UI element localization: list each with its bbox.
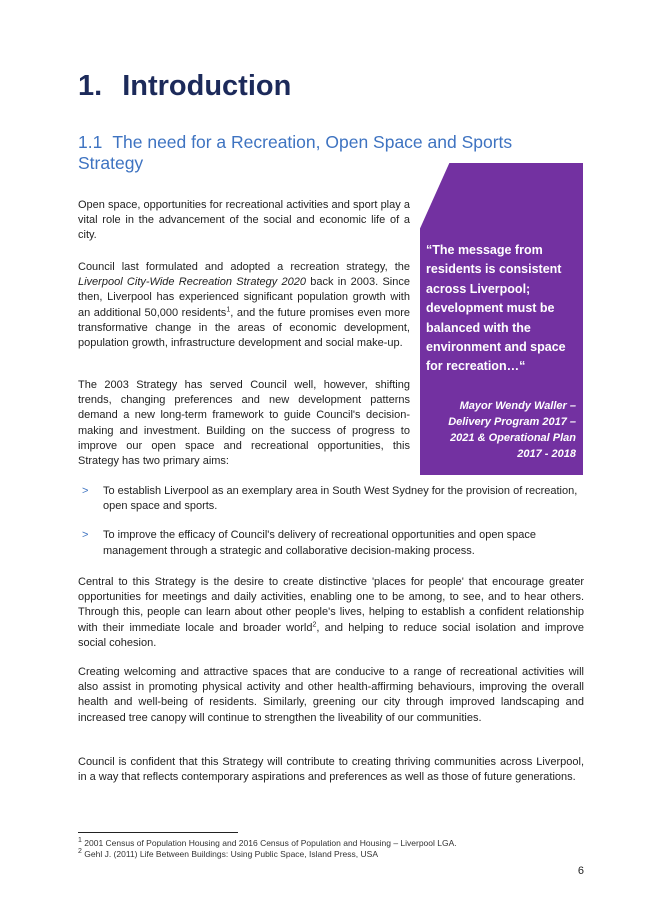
strategy-title-italic: Liverpool City-Wide Recreation Strategy 2020	[78, 276, 306, 289]
footnote-number: 2	[78, 848, 82, 856]
footnotes	[78, 838, 598, 860]
footnote-number: 1	[78, 837, 82, 845]
footnote-text: 2001 Census of Population Housing and 2016 Census of Population and Housing – Liverpool LGA.	[81, 838, 457, 848]
aim-text: To establish Liverpool as an exemplary area in South West Sydney for the provision of recreation, open space and sports.	[103, 485, 578, 513]
paragraph-welcoming-spaces: Creating welcoming and attractive spaces that are conducive to a range of recreational activities will also assist in promoting physical activity and other health-affirming behaviours, improving the overall health and well-being of residents. Similarly, greening our city through improved landscaping and increased tree canopy will continue to strengthen the liveability of our communities.	[78, 666, 584, 724]
footnote-1	[78, 838, 598, 849]
page-number: 6	[577, 865, 584, 877]
paragraph-council-confident: Council is confident that this Strategy will contribute to creating thriving communities across Liverpool, in a way that reflects contemporary aspirations and preferences as well as those of future generations.	[78, 756, 584, 784]
callout-attribution: Mayor Wendy Waller – Delivery Program 2017 – 2021 & Operational Plan 2017 - 2018	[448, 400, 576, 460]
paragraph-places-lead: Central to this Strategy is the desire to create distinctive 'places for people' that encourage greater opportunities for meetings and daily activities, enabling one to be among, to see, and to hear others. Through this, people can learn about other people's lives, helping to establish a confident relationship with their immediate locale and broader world	[78, 576, 584, 634]
footnote-2	[78, 849, 598, 860]
list-item	[82, 528, 584, 558]
heading-text: Introduction	[122, 70, 292, 102]
chevron-right-icon: >	[82, 485, 89, 497]
paragraph-previous-strategy	[78, 260, 410, 351]
footnote-ref-1: 1	[226, 305, 231, 313]
list-item	[82, 484, 584, 514]
chevron-right-icon: >	[82, 529, 89, 542]
paragraph-places-for-people	[78, 575, 584, 651]
aims-list	[82, 484, 584, 559]
footnote-ref-2: 2	[312, 620, 317, 628]
heading-number: 1.	[78, 70, 103, 102]
paragraph-previous-strategy-lead: Council last formulated and adopted a recreation strategy, the	[78, 261, 410, 273]
footnote-divider	[78, 832, 238, 833]
paragraph-open-space: Open space, opportunities for recreational activities and sport play a vital role in the advancement of the social and economic life of a city.	[78, 199, 410, 242]
paragraph-2003-strategy: The 2003 Strategy has served Council well, however, shifting trends, changing preferences and new development patterns demand a new long-term framework to guide Council's decision-making and investment. Building on the success of progress to improve our open space and recreational opportunities, this Strategy has two primary aims:	[78, 379, 410, 468]
paragraph-previous-strategy-tail: , and the future promises even more transformative change in the areas of economic development, population growth, infrastructure development and social make-up.	[78, 306, 410, 350]
section-number: 1.1	[78, 132, 103, 152]
page-title	[78, 70, 291, 103]
aim-text: To improve the efficacy of Council's delivery of recreational opportunities and open space management through a strategic and collaborative decision-making process.	[103, 529, 536, 557]
section-text: The need for a Recreation, Open Space and Sports Strategy	[78, 132, 513, 173]
paragraph-previous-strategy-mid: back in 2003. Since then, Liverpool has experienced significant population growth with an additional 50,000 residents	[78, 276, 410, 319]
callout-quote: “The message from residents is consistent across Liverpool; development must be balanced with the environment and space for recreation…“	[426, 243, 566, 374]
paragraph-places-tail: , and helping to reduce social isolation and improve social cohesion.	[78, 621, 584, 649]
footnote-text: Gehl J. (2011) Life Between Buildings: Using Public Space, Island Press, USA	[81, 849, 378, 859]
